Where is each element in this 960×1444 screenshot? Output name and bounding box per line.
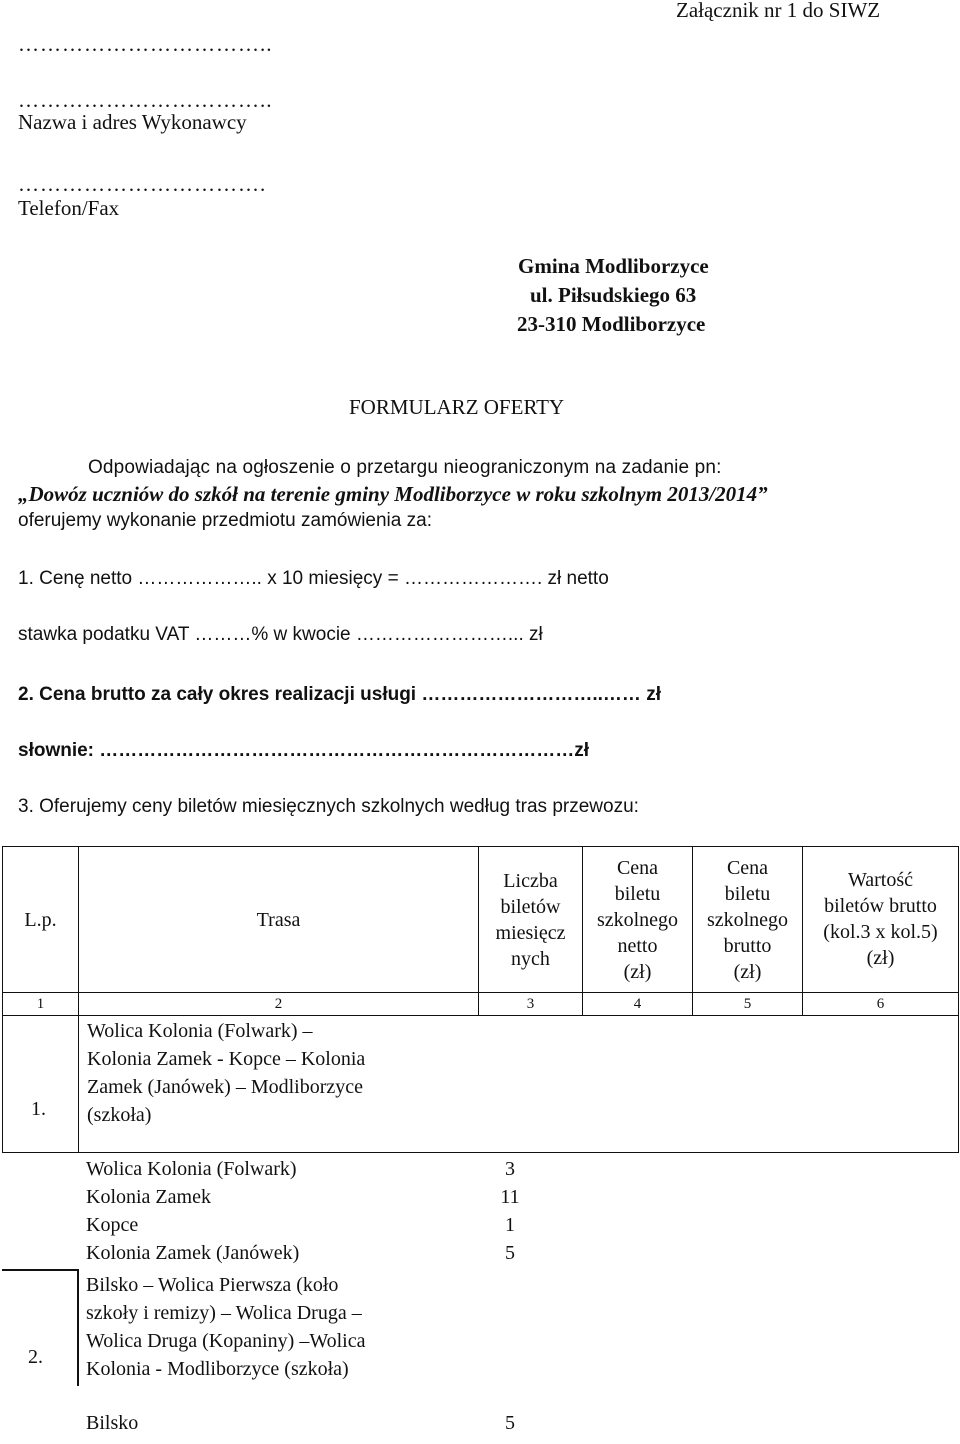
stop-name: Kolonia Zamek (Janówek): [86, 1242, 300, 1264]
tickets-intro-line: 3. Oferujemy ceny biletów miesięcznych szkolnych według tras przewozu:: [18, 796, 639, 817]
stop-count: 5: [505, 1412, 515, 1434]
stop-name: Kolonia Zamek: [86, 1186, 211, 1208]
contractor-dots-1: ……………………………..: [18, 32, 273, 56]
price-net-line: 1. Cenę netto ……………….. x 10 miesięcy = …………………. zł netto: [18, 568, 609, 589]
route-2-stop-counts: [470, 1155, 550, 1267]
contractor-dots-3: …………………………….: [18, 172, 267, 196]
intro-line-3: oferujemy wykonanie przedmiotu zamówienia za:: [18, 510, 432, 531]
route-2-description: Bilsko – Wolica Pierwsza (koło szkoły i remizy) – Wolica Druga – Wolica Druga (Kopaniny) –Wolica Kolonia - Modliborzyce (szkoła): [86, 1274, 366, 1380]
contractor-dots-2: ……………………………..: [18, 88, 273, 112]
annex-label: Załącznik nr 1 do SIWZ: [676, 0, 881, 22]
col-number: 4: [583, 993, 693, 1016]
col-number: 5: [693, 993, 803, 1016]
column-number-row: [3, 993, 959, 1016]
stop-name: Bilsko: [86, 1412, 139, 1434]
col-number: 1: [3, 993, 79, 1016]
stop-name: Wolica Kolonia (Folwark): [86, 1158, 297, 1180]
recipient-line-3: 23-310 Modliborzyce: [517, 312, 706, 336]
stop-count: 5: [505, 1242, 515, 1264]
recipient-line-1: Gmina Modliborzyce: [518, 254, 709, 278]
intro-task-name: „Dowóz uczniów do szkół na terenie gminy Modliborzyce w roku szkolnym 2013/2014”: [18, 482, 768, 506]
stop-count: 11: [500, 1186, 520, 1208]
route-1-description: Wolica Kolonia (Folwark) – Kolonia Zamek - Kopce – Kolonia Zamek (Janówek) – Modliborzyce (szkoła): [87, 1020, 366, 1126]
col-number: 6: [803, 993, 959, 1016]
route-2-top-line: [2, 1269, 78, 1271]
route-1-lp-divider: [3, 1016, 79, 1152]
header-lp: L.p.: [3, 847, 79, 993]
form-title: FORMULARZ OFERTY: [349, 395, 565, 419]
stop-count: 1: [505, 1214, 515, 1236]
in-words-line: słownie: …………………………………………………………………zł: [18, 740, 590, 761]
header-gross-value: Wartość biletów brutto (kol.3 x kol.5) (zł): [803, 847, 959, 993]
intro-line-1: Odpowiadając na ogłoszenie o przetargu nieograniczonym na zadanie pn:: [88, 457, 722, 478]
gross-total-line: 2. Cena brutto za cały okres realizacji usługi ………………………..…… zł: [18, 684, 661, 705]
route-2-stops-list: [86, 1155, 299, 1267]
vat-line: stawka podatku VAT ………% w kwocie ……………………... zł: [18, 624, 543, 645]
ticket-price-table: [2, 846, 959, 1153]
route-2-lp-divider: [77, 1269, 79, 1386]
header-gross-price: Cena biletu szkolnego brutto (zł): [693, 847, 803, 993]
contractor-phone-label: Telefon/Fax: [18, 196, 120, 220]
stop-count: 3: [505, 1158, 515, 1180]
col-number: 2: [79, 993, 479, 1016]
route-2-lp: 2.: [28, 1346, 43, 1368]
header-net-price: Cena biletu szkolnego netto (zł): [583, 847, 693, 993]
table-row: [3, 1016, 959, 1153]
stop-name: Kopce: [86, 1214, 139, 1236]
route-1-lp: 1.: [31, 1098, 46, 1120]
col-number: 3: [479, 993, 583, 1016]
header-route: Trasa: [79, 847, 479, 993]
header-ticket-count: Liczba biletów miesięcz nych: [479, 847, 583, 993]
route-1-cell: [3, 1016, 959, 1153]
recipient-line-2: ul. Piłsudskiego 63: [530, 283, 697, 307]
contractor-name-label: Nazwa i adres Wykonawcy: [18, 110, 247, 134]
table-header-row: [3, 847, 959, 993]
